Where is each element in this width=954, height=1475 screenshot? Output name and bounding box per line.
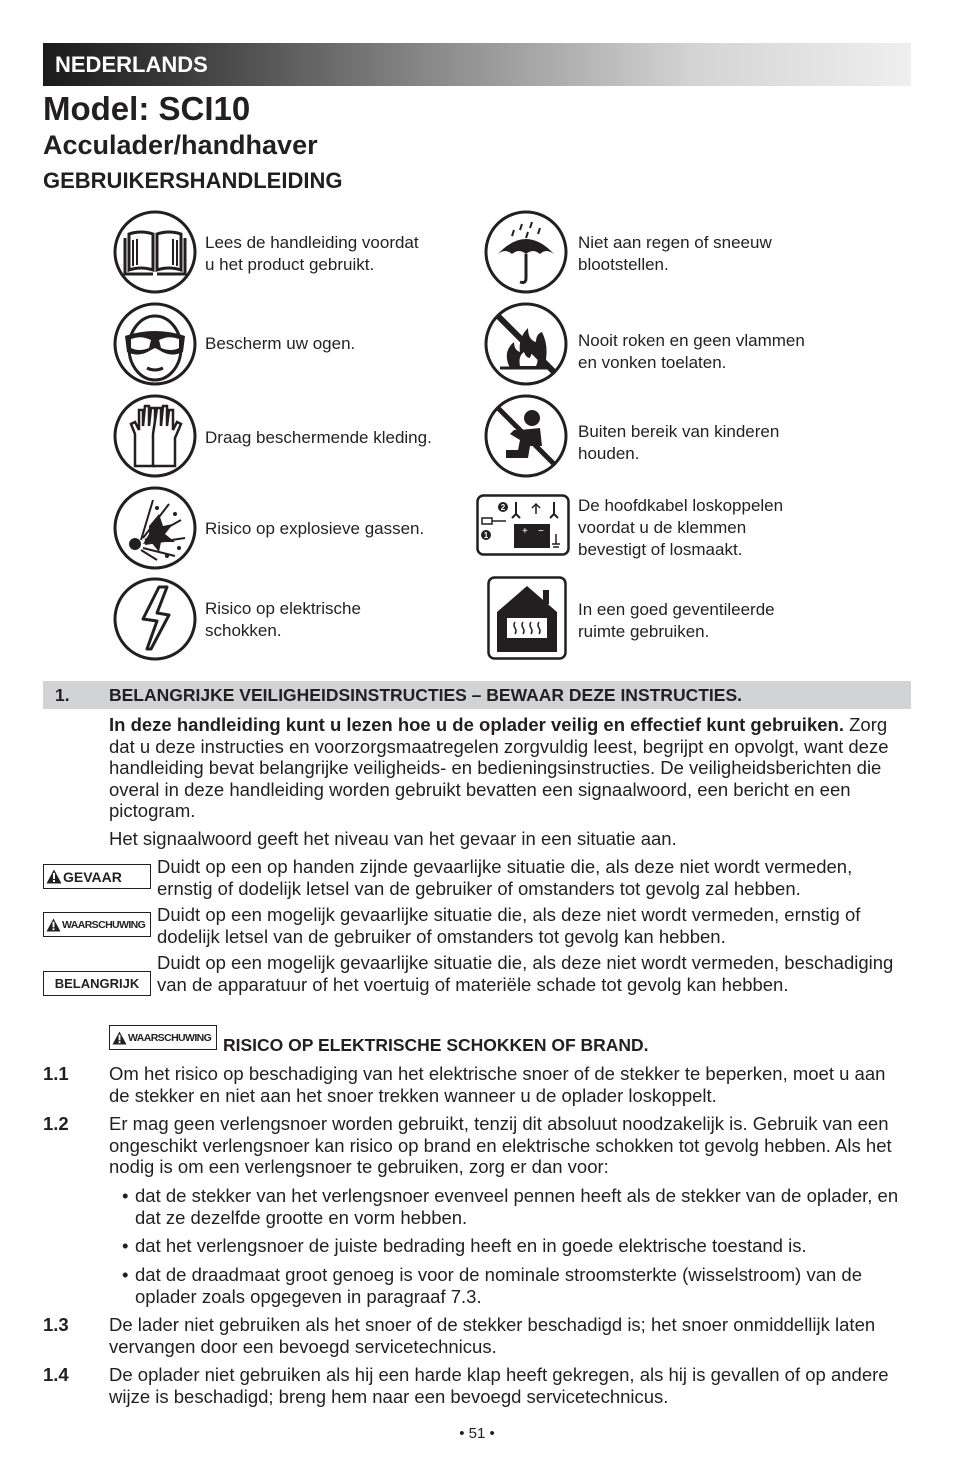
- icon-text-explosion: Risico op explosieve gassen.: [205, 519, 425, 538]
- signal-intro: Het signaalwoord geeft het niveau van het gevaar in een situatie aan.: [109, 828, 677, 849]
- warning-triangle-icon: [112, 1031, 127, 1045]
- icon-text-umbrella: Niet aan regen of sneeuw blootstellen.: [578, 233, 772, 274]
- bullet-marker: •: [122, 1264, 129, 1285]
- no-children-icon: [484, 394, 568, 478]
- lightning-icon: [113, 577, 197, 661]
- danger-badge: [43, 864, 151, 889]
- warning-text: Duidt op een mogelijk gevaarlijke situatie die, als deze niet wordt vermeden, ernstig of dodelijk letsel van de gebruiker of omstanders tot gevolg kan hebben.: [157, 904, 861, 947]
- item-number: 1.1: [43, 1063, 69, 1084]
- ventilated-room-icon: [487, 576, 567, 660]
- gloves-icon: [113, 394, 197, 478]
- item-text: De oplader niet gebruiken als hij een harde klap heeft gekregen, als hij is gevallen of op andere wijze is beschadigd; breng hem naar een bevoegd servicetechnicus.: [109, 1364, 889, 1407]
- explosion-icon: [113, 486, 197, 570]
- item-text: Om het risico op beschadiging van het elektrische snoer of de stekker te beperken, moet u aan de stekker en niet aan het snoer trekken wanneer u de oplader loskoppelt.: [109, 1063, 886, 1106]
- section-number: 1.: [55, 685, 70, 705]
- model-title: Model: SCI10: [43, 90, 251, 127]
- important-label: BELANGRIJK: [54, 976, 140, 991]
- item-text: De lader niet gebruiken als het snoer of de stekker beschadigd is; het snoer onmiddellijk laten vervangen door een bevoegd servicetechnicus.: [109, 1314, 876, 1357]
- svg-text:−: −: [538, 526, 544, 537]
- item-text: Er mag geen verlengsnoer worden gebruikt, tenzij dit absoluut noodzakelijk is. Gebruik van een ongeschikt verlengsnoer kan risico op brand en elektrische schokken tot gevolg hebben. Als het nodig is om een verlengsnoer te gebruiken, zorg er dan voor:: [109, 1113, 892, 1177]
- icon-text-children: Buiten bereik van kinderen houden.: [578, 422, 780, 463]
- doc-type: GEBRUIKERSHANDLEIDING: [43, 168, 343, 193]
- warning-badge: [43, 912, 151, 937]
- icon-text-disconnect: De hoofdkabel loskoppelen voordat u de klemmen bevestigt of losmaakt.: [578, 496, 784, 559]
- intro-rest: Zorg dat u deze instructies en voorzorgsmaatregelen zorgvuldig leest, begrijpt en opvolgt, want deze handleiding bevat belangrijke veiligheids- en bedieningsinstructies. De veiligheidsberichten die overal in deze handleiding worden gebruikt bevatten een signaalwoord, een bericht en een pictogram.: [109, 714, 889, 821]
- important-text: Duidt op een mogelijk gevaarlijke situatie die, als deze niet wordt vermeden, beschadiging van de apparatuur of het voertuig of materiële schade tot gevolg kan hebben.: [157, 952, 894, 995]
- goggles-icon: [113, 302, 197, 386]
- item-number: 1.3: [43, 1314, 69, 1335]
- icon-text-no-flame: Nooit roken en geen vlammen en vonken toelaten.: [578, 331, 805, 372]
- icon-text-gloves: Draag beschermende kleding.: [205, 428, 432, 447]
- important-badge: [43, 971, 151, 996]
- bullet-text: dat de stekker van het verlengsnoer evenveel pennen heeft als de stekker van de oplader, en dat ze dezelfde grootte en vorm hebben.: [135, 1185, 899, 1228]
- intro-paragraph: [109, 714, 909, 822]
- page-number: • 51 •: [459, 1425, 495, 1442]
- warning-triangle-icon: [46, 869, 62, 884]
- bullet-marker: •: [122, 1185, 129, 1206]
- danger-label: GEVAAR: [63, 868, 122, 885]
- language-label: NEDERLANDS: [55, 52, 208, 77]
- shock-warning-label: WAARSCHUWING: [128, 1031, 212, 1044]
- language-bar: [43, 43, 911, 86]
- icon-text-lightning: Risico op elektrische schokken.: [205, 599, 361, 640]
- umbrella-rain-icon: [484, 210, 568, 294]
- intro-bold: In deze handleiding kunt u lezen hoe u de oplader veilig en effectief kunt gebruiken.: [109, 714, 844, 735]
- item-number: 1.4: [43, 1364, 69, 1385]
- bullet-marker: •: [122, 1235, 129, 1256]
- icon-text-book: Lees de handleiding voordat u het product gebruikt.: [205, 233, 419, 274]
- item-number: 1.2: [43, 1113, 69, 1134]
- svg-text:2: 2: [500, 503, 506, 512]
- svg-text:+: +: [522, 526, 528, 537]
- svg-text:1: 1: [483, 531, 489, 540]
- shock-warning-title: RISICO OP ELEKTRISCHE SCHOKKEN OF BRAND.: [223, 1035, 649, 1055]
- warning-triangle-icon: [46, 918, 61, 932]
- icon-text-ventilated: In een goed geventileerde ruimte gebruiken.: [578, 600, 775, 641]
- shock-warning-badge: [109, 1025, 217, 1050]
- section-title: BELANGRIJKE VEILIGHEIDSINSTRUCTIES – BEWAAR DEZE INSTRUCTIES.: [109, 685, 742, 705]
- danger-text: Duidt op een op handen zijnde gevaarlijke situatie die, als deze niet wordt vermeden, ernstig of dodelijk letsel van de gebruiker of omstanders tot gevolg zal hebben.: [157, 856, 853, 899]
- warning-label: WAARSCHUWING: [62, 918, 146, 931]
- product-name: Acculader/handhaver: [43, 130, 318, 160]
- no-flame-icon: [484, 302, 568, 386]
- icon-text-goggles: Bescherm uw ogen.: [205, 334, 356, 353]
- bullet-text: dat het verlengsnoer de juiste bedrading heeft en in goede elektrische toestand is.: [135, 1235, 807, 1256]
- book-icon: [113, 210, 197, 294]
- disconnect-clamps-icon: [476, 494, 570, 556]
- bullet-text: dat de draadmaat groot genoeg is voor de nominale stroomsterkte (wisselstroom) van de oplader zoals opgegeven in paragraaf 7.3.: [135, 1264, 863, 1307]
